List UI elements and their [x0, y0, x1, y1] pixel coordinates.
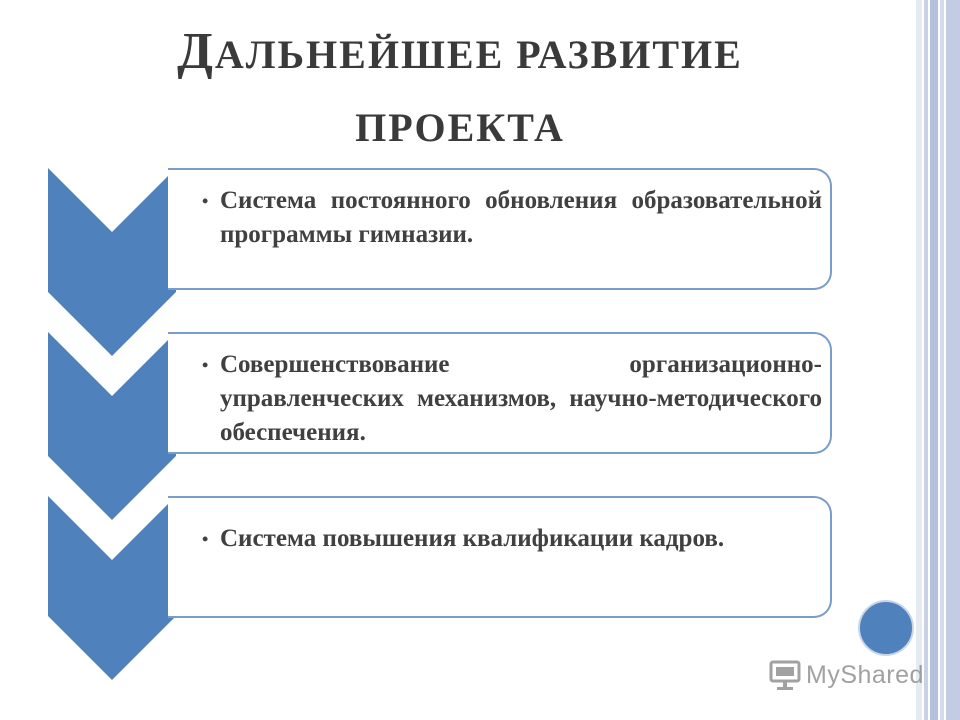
title-initial: Д: [177, 23, 215, 80]
bullet-icon: •: [202, 191, 209, 211]
bullet-icon: •: [202, 355, 209, 375]
step-1-item: [202, 184, 822, 252]
bullet-icon: •: [202, 529, 209, 549]
title-line2: ПРОЕКТА: [355, 105, 565, 150]
chevron-2: [48, 332, 176, 520]
step-3-item: [202, 522, 822, 556]
step-2-text: Совершенствование организационно-управленческих механизмов, научно-методического обеспечения.: [220, 351, 822, 446]
chevron-1: [48, 168, 176, 356]
step-1-text: Система постоянного обновления образовательной программы гимназии.: [220, 187, 822, 248]
step-3-text: Система повышения квалификации кадров.: [220, 525, 725, 552]
myshared-watermark: [768, 657, 924, 693]
step-box-2: [168, 332, 832, 454]
step-box-3: [168, 496, 832, 618]
presentation-board-icon: [768, 658, 802, 692]
chevron-3: [48, 496, 176, 680]
brand-name: MyShared: [806, 660, 924, 689]
step-2-item: [202, 348, 822, 450]
step-box-1: [168, 168, 832, 290]
title-line1: АЛЬНЕЙШЕЕ РАЗВИТИЕ: [214, 32, 743, 77]
